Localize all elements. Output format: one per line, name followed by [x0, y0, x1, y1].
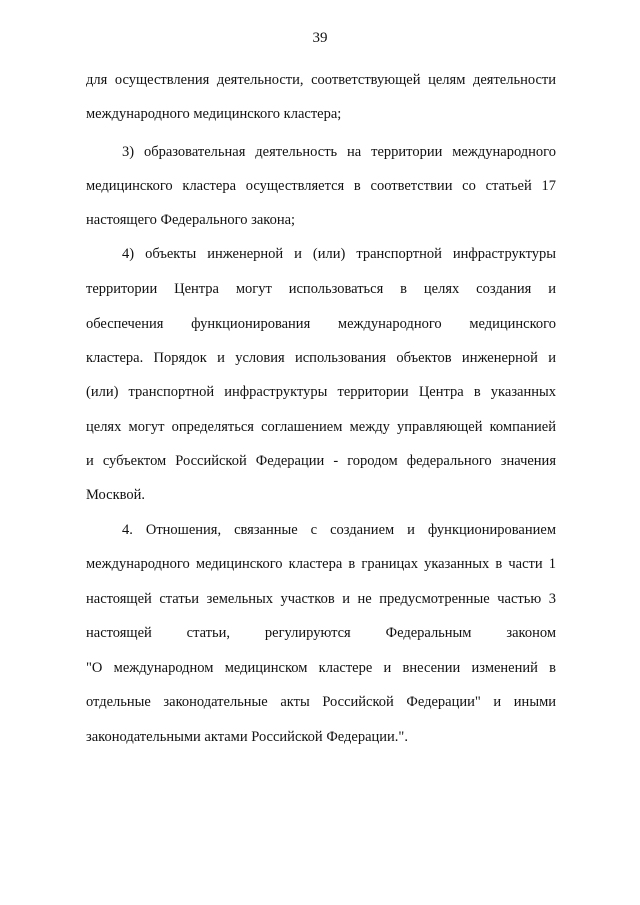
text-line: отдельные законодательные акты Российской Федерации" и иными — [86, 694, 556, 710]
text-line: 3) образовательная деятельность на территории международного — [122, 144, 556, 160]
text-line: "О международном медицинском кластере и внесении изменений в — [86, 660, 556, 676]
text-line: международного медицинского кластера; — [86, 106, 342, 122]
text-line: Москвой. — [86, 487, 146, 503]
text-line: настоящей статьи земельных участков и не предусмотренные частью 3 — [86, 591, 556, 607]
text-line: для осуществления деятельности, соответствующей целям деятельности — [86, 72, 556, 88]
text-line: территории Центра могут использоваться в целях создания и — [86, 281, 556, 297]
text-line: медицинского кластера осуществляется в соответствии со статьей 17 — [86, 178, 556, 194]
text-line: и субъектом Российской Федерации - городом федерального значения — [86, 453, 556, 469]
text-line: кластера. Порядок и условия использования объектов инженерной и — [86, 350, 556, 366]
text-line: 4. Отношения, связанные с созданием и функционированием — [122, 522, 556, 538]
text-line: настоящей статьи, регулируются Федеральным законом — [86, 625, 556, 641]
text-line: целях могут определяться соглашением между управляющей компанией — [86, 419, 556, 435]
page-number: 39 — [312, 30, 328, 46]
text-line: 4) объекты инженерной и (или) транспортной инфраструктуры — [122, 246, 556, 262]
text-line: (или) транспортной инфраструктуры территории Центра в указанных — [86, 384, 556, 400]
text-line: международного медицинского кластера в границах указанных в части 1 — [86, 556, 556, 572]
text-line: законодательными актами Российской Федерации.". — [86, 729, 408, 745]
text-line: обеспечения функционирования международного медицинского — [86, 316, 556, 332]
text-line: настоящего Федерального закона; — [86, 212, 296, 228]
